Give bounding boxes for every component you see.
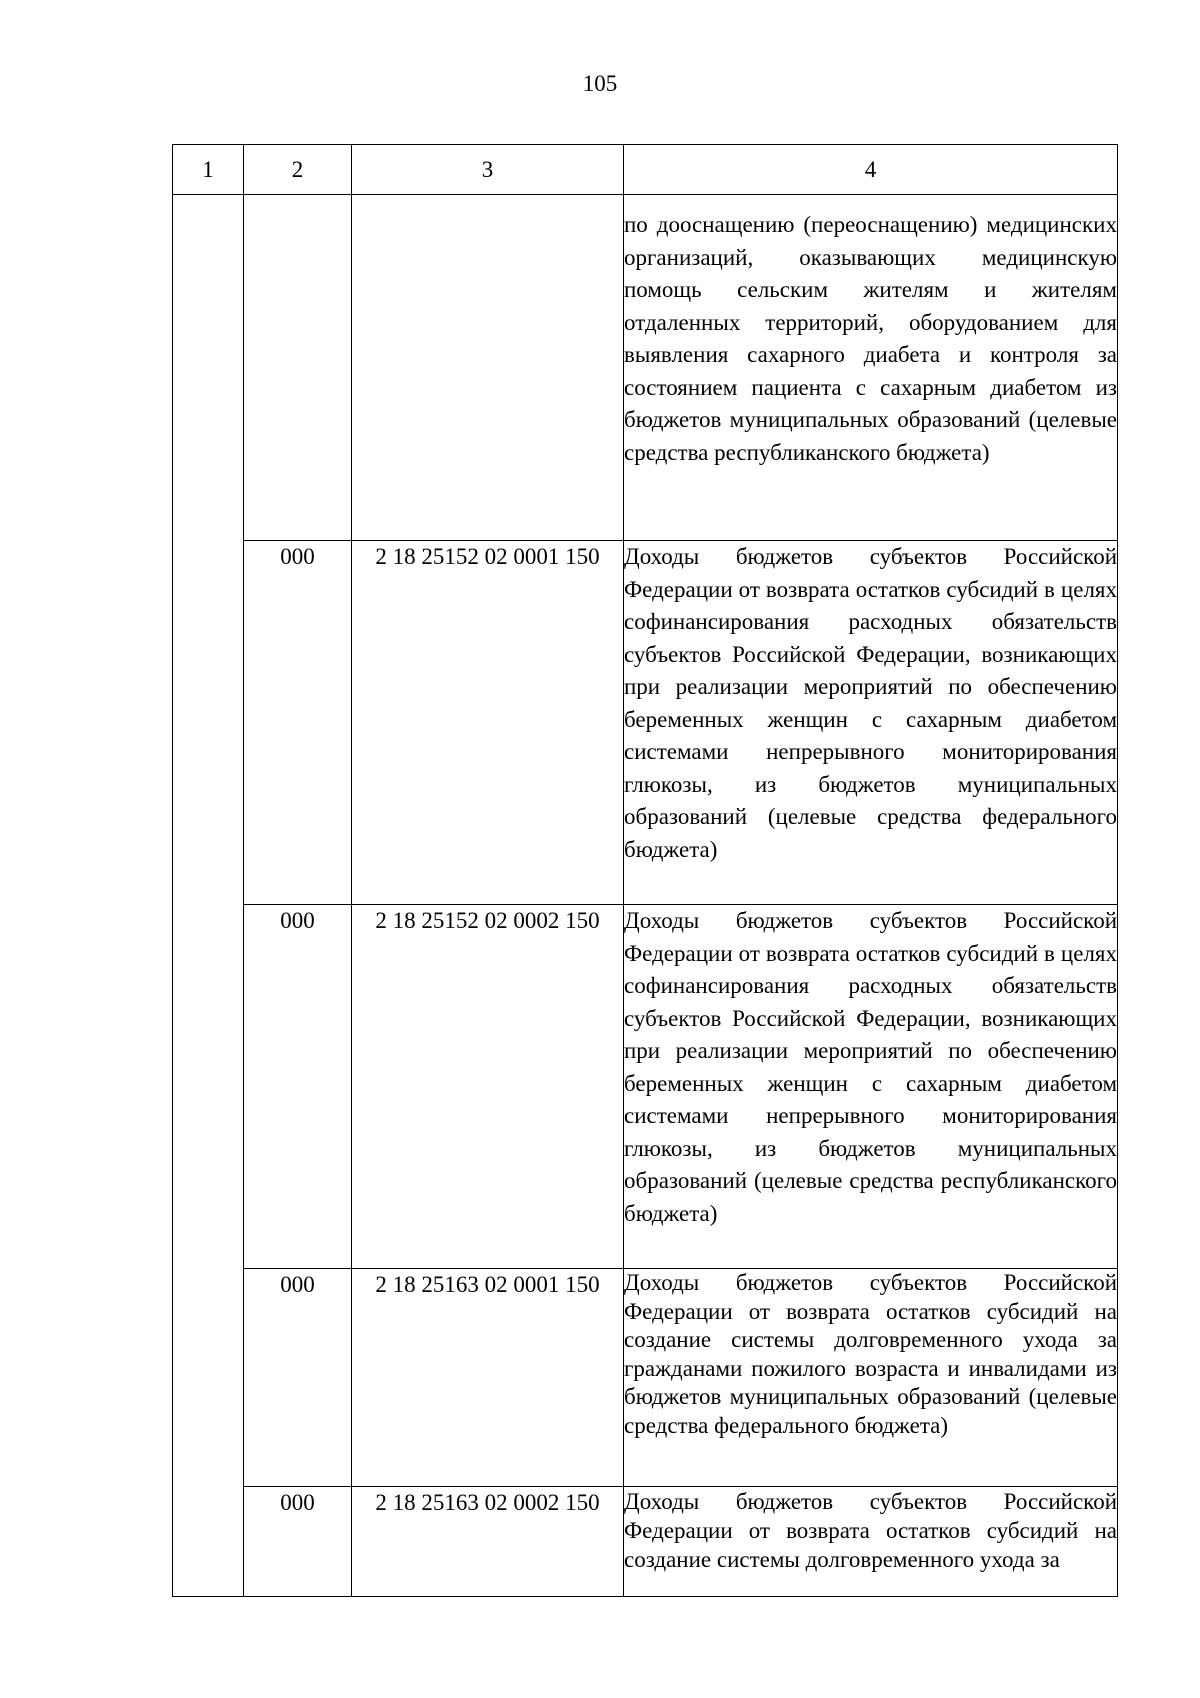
description-cell: Доходы бюджетов субъектов Российской Федерации от возврата остатков субсидий на создание системы долговременного ухода за гражданами пожилого возраста и инвалидами из бюджетов муниципальных образований (целевые средства федерального бюджета) <box>624 1269 1118 1487</box>
admin-code-cell: 000 <box>244 905 352 1269</box>
budget-code-cell: 2 18 25152 02 0002 150 <box>352 905 624 1269</box>
description-cell: Доходы бюджетов субъектов Российской Федерации от возврата остатков субсидий в целях софинансирования расходных обязательств субъектов Российской Федерации, возникающих при реализации мероприятий по обеспечению беременных женщин с сахарным диабетом системами непрерывного мониторирования глюкозы, из бюджетов муниципальных образований (целевые средства республиканского бюджета) <box>624 905 1118 1269</box>
table-row <box>173 1269 1118 1487</box>
admin-code-cell <box>244 195 352 541</box>
budget-code-cell: 2 18 25163 02 0001 150 <box>352 1269 624 1487</box>
row-cell-col-1 <box>173 541 244 905</box>
table-row <box>173 1487 1118 1597</box>
admin-code-cell: 000 <box>244 1269 352 1487</box>
row-cell-col-1 <box>173 1487 244 1597</box>
table-row <box>173 195 1118 541</box>
header-col-3: 3 <box>352 145 624 195</box>
table-row <box>173 905 1118 1269</box>
header-col-2: 2 <box>244 145 352 195</box>
description-cell: Доходы бюджетов субъектов Российской Федерации от возврата остатков субсидий на создание системы долговременного ухода за <box>624 1487 1118 1597</box>
description-cell: Доходы бюджетов субъектов Российской Федерации от возврата остатков субсидий в целях софинансирования расходных обязательств субъектов Российской Федерации, возникающих при реализации мероприятий по обеспечению беременных женщин с сахарным диабетом системами непрерывного мониторирования глюкозы, из бюджетов муниципальных образований (целевые средства федерального бюджета) <box>624 541 1118 905</box>
table-header-row <box>173 145 1118 195</box>
row-cell-col-1 <box>173 1269 244 1487</box>
budget-code-cell <box>352 195 624 541</box>
row-cell-col-1 <box>173 905 244 1269</box>
description-cell: по дооснащению (переоснащению) медицинских организаций, оказывающих медицинскую помощь сельским жителям и жителям отдаленных территорий, оборудованием для выявления сахарного диабета и контроля за состоянием пациента с сахарным диабетом из бюджетов муниципальных образований (целевые средства республиканского бюджета) <box>624 195 1118 541</box>
budget-codes-table <box>172 144 1118 1597</box>
page-number: 105 <box>582 71 618 96</box>
admin-code-cell: 000 <box>244 1487 352 1597</box>
budget-code-cell: 2 18 25152 02 0001 150 <box>352 541 624 905</box>
admin-code-cell: 000 <box>244 541 352 905</box>
header-col-4: 4 <box>624 145 1118 195</box>
header-col-1: 1 <box>173 145 244 195</box>
budget-code-cell: 2 18 25163 02 0002 150 <box>352 1487 624 1597</box>
row-cell-col-1 <box>173 195 244 541</box>
table-row <box>173 541 1118 905</box>
